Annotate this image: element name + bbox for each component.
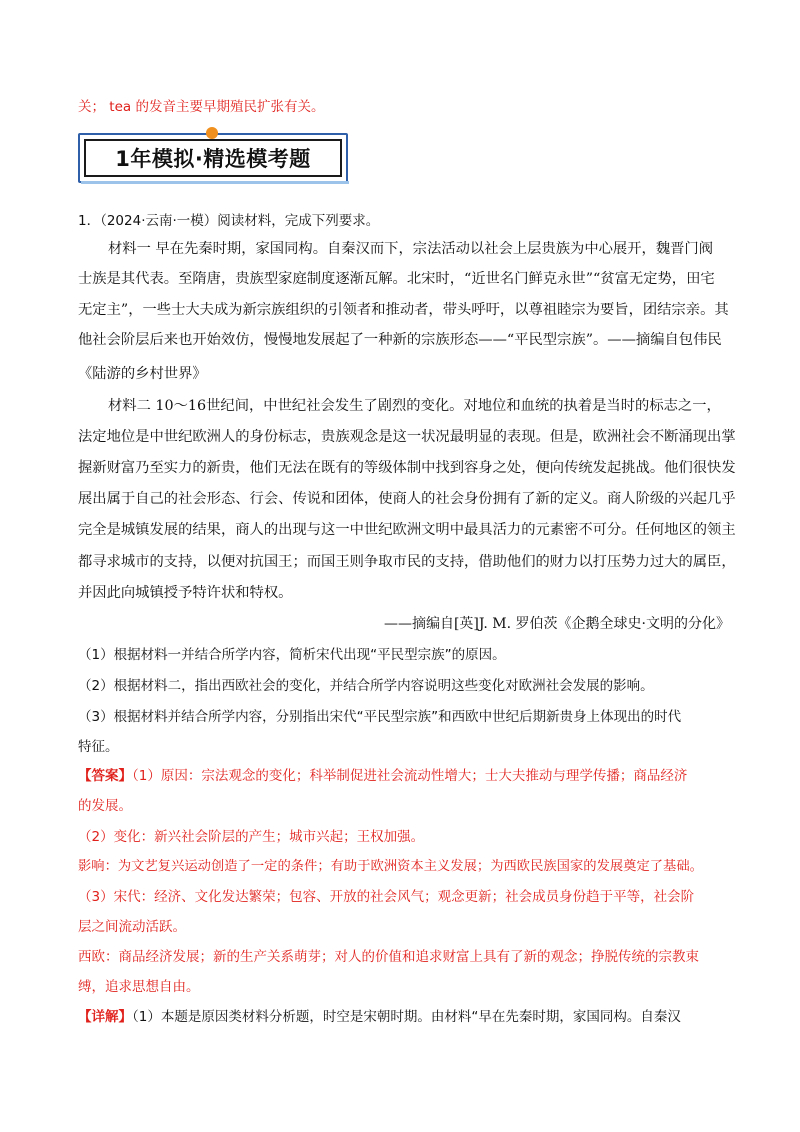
material1-line: 材料一 早在先秦时期，家国同构。自秦汉而下，宗法活动以社会上层贵族为中心展开，魏晋门阀 [108,241,714,257]
material2-line: 展出属于自己的社会形态、行会、传说和团体，使商人的社会身份拥有了新的定义。商人阶级的兴起几乎 [78,491,736,507]
answer-line: 的发展。 [78,798,132,814]
answer-line: （2）变化：新兴社会阶层的产生；城市兴起；王权加强。 [78,829,425,845]
detail-label: 【详解】 [78,1009,132,1025]
material1-line: 《陆游的乡村世界》 [78,366,207,382]
question-header: 1．（2024·云南·一模）阅读材料，完成下列要求。 [78,213,380,229]
section-banner [78,129,350,185]
answer-line-1 [78,766,687,786]
material2-line: 并因此向城镇授予特许状和特权。 [78,585,293,601]
answer-line: （3）宋代：经济、文化发达繁荣；包容、开放的社会风气；观念更新；社会成员身份趋于平等，社会阶 [78,889,695,905]
material2-line: 握新财富乃至实力的新贵，他们无法在既有的等级体制中找到容身之处，便向传统发起挑战。他们很快发 [78,460,736,476]
material2-line: 都寻求城市的支持，以便对抗国王；而国王则争取市民的支持，借助他们的财力以打压势力过大的属臣， [78,554,736,570]
top-note: 关； tea 的发音主要早期殖民扩张有关。 [78,99,325,115]
answer-label: 【答案】 [78,768,132,784]
banner-underline [81,181,349,184]
answer-line: 层之间流动活跃。 [78,919,186,935]
material1-line: 无定主”，一些士大夫成为新宗族组织的引领者和推动者，带头呼吁，以尊祖睦宗为要旨，团结宗亲。其 [78,302,729,318]
question-item: 特征。 [78,739,119,755]
material1-line: 士族是其代表。至隋唐，贵族型家庭制度逐渐瓦解。北宋时，“近世名门鲜克永世”“贫富无定势，田宅 [78,271,715,287]
question-item: （1）根据材料一并结合所学内容，简析宋代出现“平民型宗族”的原因。 [78,647,506,663]
detail-line [78,1007,681,1027]
material1-line: 他社会阶层后来也开始效仿，慢慢地发展起了一种新的宗族形态——“平民型宗族”。——摘编自包伟民 [78,332,722,348]
answer-line: 缚，追求思想自由。 [78,979,200,995]
detail-text: （1）本题是原因类材料分析题，时空是宋朝时期。由材料“早在先秦时期，家国同构。自秦汉 [132,1009,681,1025]
banner-title: 1年模拟·精选模考题 [115,147,311,171]
answer-text: （1）原因：宗法观念的变化；科举制促进社会流动性增大；士大夫推动与理学传播；商品经济 [132,768,688,784]
question-item: （3）根据材料并结合所学内容，分别指出宋代“平民型宗族”和西欧中世纪后期新贵身上体现出的时代 [78,709,682,725]
material2-line: 法定地位是中世纪欧洲人的身份标志，贵族观念是这一状况最明显的表现。但是，欧洲社会不断涌现出掌 [78,429,736,445]
question-item: （2）根据材料二，指出西欧社会的变化，并结合所学内容说明这些变化对欧洲社会发展的影响。 [78,678,654,694]
material2-line: 完全是城镇发展的结果，商人的出现与这一中世纪欧洲文明中最具活力的元素密不可分。任何地区的领主 [78,522,736,538]
material2-source: ——摘编自[英]J. M. 罗伯茨《企鹅全球史·文明的分化》 [383,616,730,632]
banner-box [84,139,342,177]
banner-dot-icon [206,127,218,139]
answer-line: 影响：为文艺复兴运动创造了一定的条件；有助于欧洲资本主义发展；为西欧民族国家的发展奠定了基础。 [78,859,703,874]
material2-line: 材料二 10～16世纪间，中世纪社会发生了剧烈的变化。对地位和血统的执着是当时的标志之一， [108,398,721,414]
answer-line: 西欧：商品经济发展；新的生产关系萌芽；对人的价值和追求财富上具有了新的观念；挣脱传统的宗教束 [78,949,699,965]
